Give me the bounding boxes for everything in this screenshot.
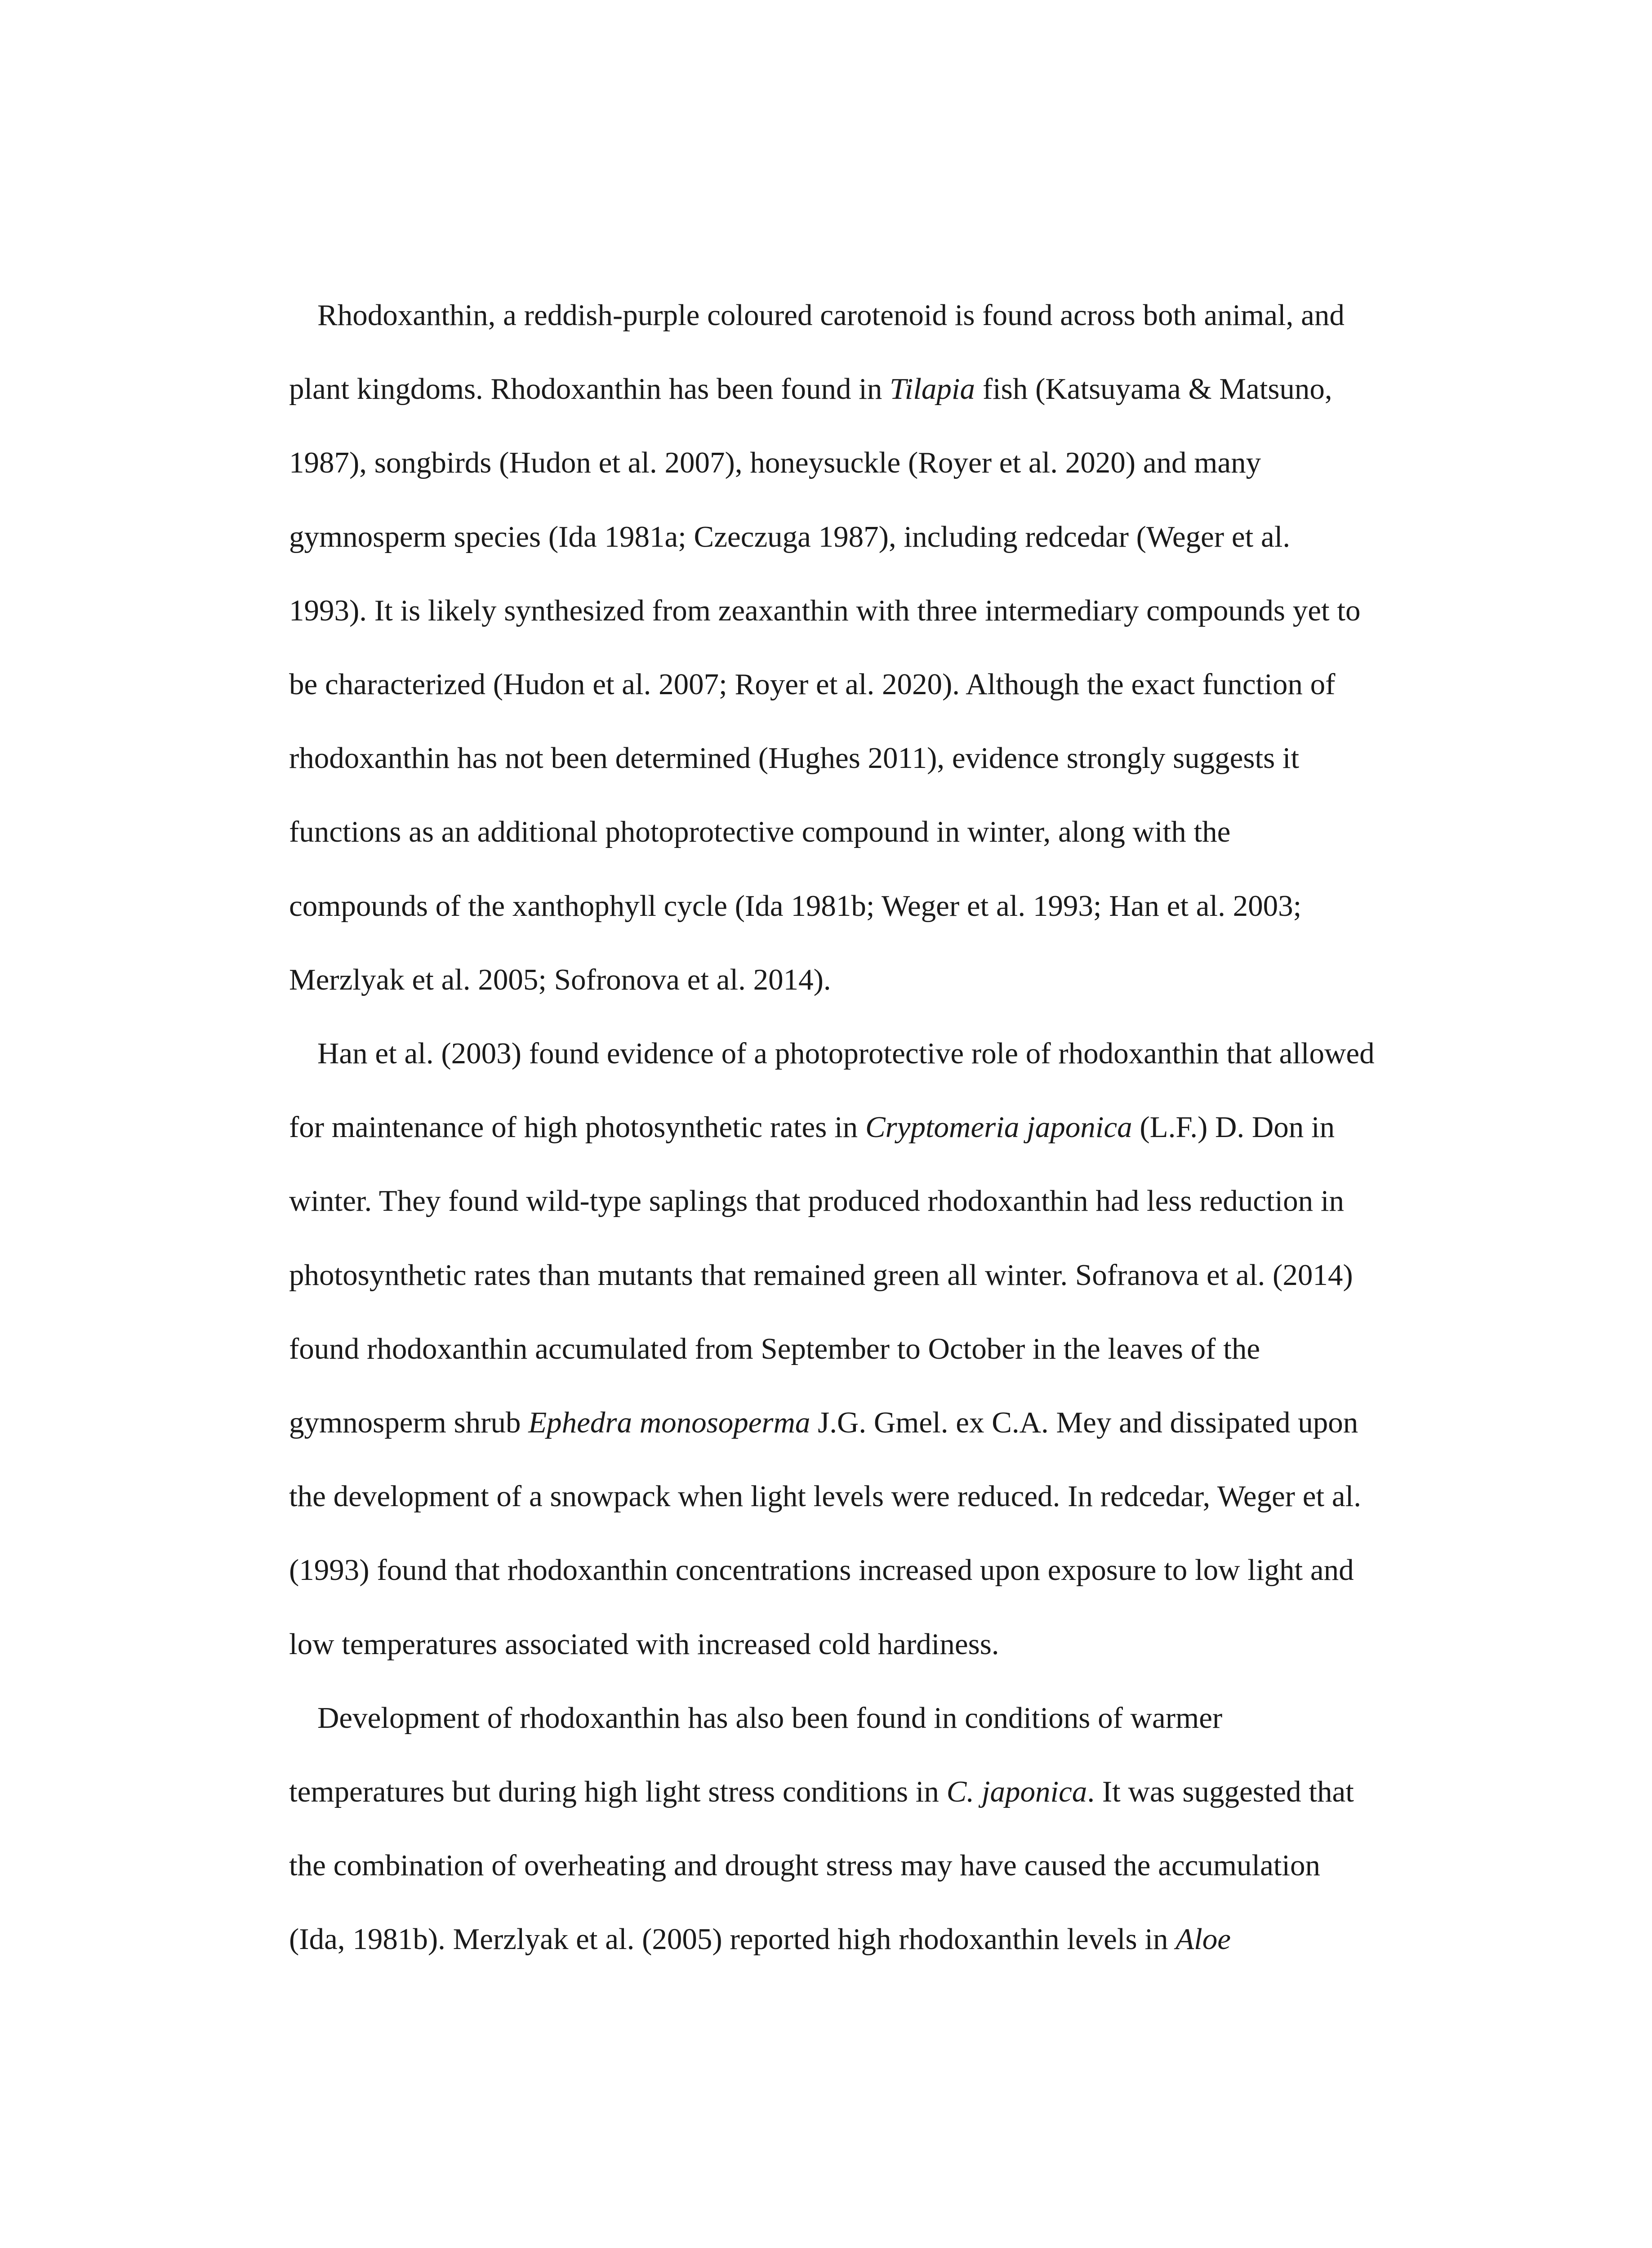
text-line	[289, 522, 1290, 552]
text-run: plant kingdoms. Rhodoxanthin has been found in	[289, 372, 890, 406]
text-run: (1993) found that rhodoxanthin concentrations increased upon exposure to low light and	[289, 1553, 1354, 1587]
text-line	[317, 1039, 1375, 1069]
text-run: (L.F.) D. Don in	[1132, 1111, 1335, 1144]
text-run: found rhodoxanthin accumulated from September to October in the leaves of the	[289, 1332, 1260, 1365]
text-line	[289, 669, 1335, 700]
text-run: Rhodoxanthin, a reddish-purple coloured carotenoid is found across both animal, and	[317, 299, 1345, 332]
text-line	[289, 1851, 1320, 1881]
text-line	[317, 300, 1345, 330]
text-line	[289, 1112, 1335, 1142]
italic-text: Aloe	[1176, 1922, 1231, 1956]
italic-text: C. japonica	[946, 1775, 1087, 1808]
text-line	[289, 891, 1301, 921]
text-run: (Ida, 1981b). Merzlyak et al. (2005) reported high rhodoxanthin levels in	[289, 1922, 1176, 1956]
text-run: J.G. Gmel. ex C.A. Mey and dissipated upon	[810, 1406, 1358, 1439]
text-line	[289, 1186, 1344, 1216]
text-run: be characterized (Hudon et al. 2007; Royer et al. 2020). Although the exact function of	[289, 668, 1336, 701]
text-run: compounds of the xanthophyll cycle (Ida 1981b; Weger et al. 1993; Han et al. 2003;	[289, 889, 1302, 923]
text-run: fish (Katsuyama & Matsuno,	[975, 372, 1332, 406]
text-line	[289, 374, 1332, 404]
italic-text: Tilapia	[890, 372, 975, 406]
text-run: the combination of overheating and drought stress may have caused the accumulation	[289, 1849, 1321, 1882]
text-run: photosynthetic rates than mutants that remained green all winter. Sofranova et al. (2014)	[289, 1258, 1353, 1292]
text-line	[289, 1777, 1354, 1807]
text-run: Merzlyak et al. 2005; Sofronova et al. 2014).	[289, 963, 831, 996]
text-run: for maintenance of high photosynthetic rates in	[289, 1111, 865, 1144]
text-line	[289, 593, 1361, 627]
text-run: the development of a snowpack when light levels were reduced. In redcedar, Weger et al.	[289, 1480, 1361, 1513]
text-line	[289, 1629, 999, 1659]
text-run: rhodoxanthin has not been determined (Hughes 2011), evidence strongly suggests it	[289, 741, 1300, 775]
text-run: gymnosperm shrub	[289, 1406, 529, 1439]
text-line	[289, 1481, 1361, 1512]
text-line	[289, 448, 1261, 478]
text-run: winter. They found wild-type saplings that produced rhodoxanthin had less reduction in	[289, 1184, 1345, 1218]
text-line	[289, 817, 1230, 847]
text-run: gymnosperm species (Ida 1981a; Czeczuga 1987), including redcedar (Weger et al.	[289, 520, 1291, 553]
text-run: 1993). It is likely synthesized from zeaxanthin with three intermediary compounds yet to	[289, 593, 1361, 627]
text-run: Development of rhodoxanthin has also been found in conditions of warmer	[317, 1701, 1223, 1735]
text-run: low temperatures associated with increased cold hardiness.	[289, 1627, 999, 1661]
text-run: functions as an additional photoprotective compound in winter, along with the	[289, 815, 1231, 849]
text-line	[289, 1334, 1260, 1364]
text-run: . It was suggested that	[1087, 1775, 1354, 1808]
italic-text: Cryptomeria japonica	[865, 1111, 1132, 1144]
italic-text: Ephedra monosoperma	[528, 1406, 810, 1439]
text-line	[289, 1924, 1231, 1954]
text-line	[289, 1408, 1358, 1438]
text-run: temperatures but during high light stress conditions in	[289, 1775, 947, 1808]
text-line	[289, 965, 831, 995]
text-run: 1987), songbirds (Hudon et al. 2007), honeysuckle (Royer et al. 2020) and many	[289, 446, 1261, 480]
text-line	[289, 1555, 1354, 1585]
text-line	[317, 1703, 1222, 1733]
text-run: Han et al. (2003) found evidence of a photoprotective role of rhodoxanthin that allowed	[317, 1037, 1375, 1070]
text-line	[289, 1260, 1353, 1290]
text-line	[289, 743, 1299, 773]
